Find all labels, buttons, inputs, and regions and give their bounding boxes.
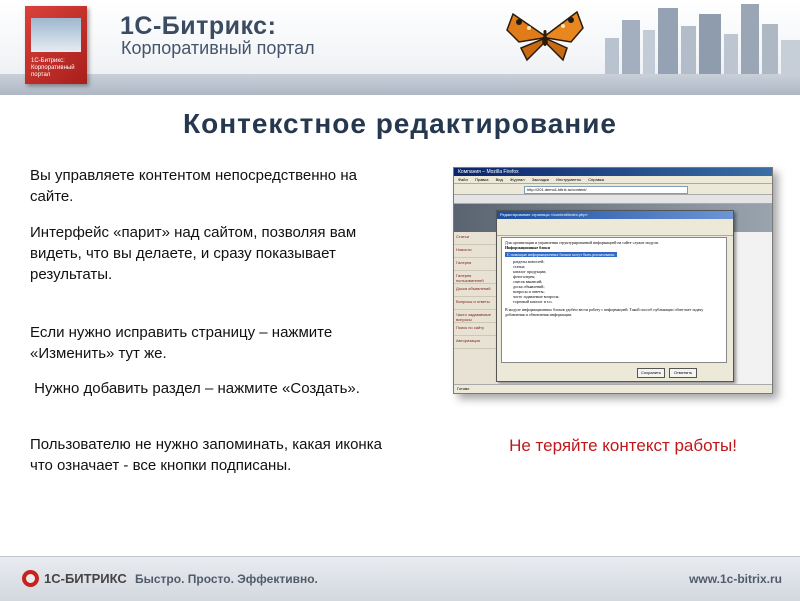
- brand-subtitle: Корпоративный портал: [121, 38, 315, 58]
- caption-text: Не теряйте контекст работы!: [509, 436, 737, 455]
- paragraph-floating-interface: Интерфейс «парит» над сайтом, позволяя вам видеть, что вы делаете, и сразу показывает результаты.: [30, 224, 357, 283]
- sidebar-item[interactable]: Вопросы и ответы: [454, 297, 496, 310]
- footer-slogan: Быстро. Просто. Эффективно.: [135, 572, 318, 586]
- editor-screenshot: [453, 167, 773, 394]
- browser-bookmarks-bar: [454, 195, 772, 204]
- editor-document[interactable]: [501, 237, 727, 363]
- footer-logo-text: 1С-БИТРИКС: [44, 571, 127, 586]
- slide-title: Контекстное редактирование: [183, 108, 617, 139]
- menu-item[interactable]: Файл: [458, 177, 468, 182]
- slide-header: [0, 0, 800, 95]
- doc-item: каталог продукции;: [513, 269, 547, 274]
- doc-text: В модуле информационных блоков удобно вести работу с информацией. Такой способ публикации облегчает задачу добавления и обновления информации.: [505, 307, 704, 317]
- doc-item: торговый каталог и т.п.: [513, 299, 553, 304]
- sidebar-item[interactable]: Новости: [454, 245, 496, 258]
- sidebar-item[interactable]: Галерея: [454, 258, 496, 271]
- slide-footer: [0, 556, 800, 601]
- butterfly-icon: [505, 8, 585, 63]
- menu-item[interactable]: Вид: [495, 177, 503, 182]
- doc-item: статьи;: [513, 264, 526, 269]
- paragraph-edit-page: Если нужно исправить страницу – нажмите «Изменить» тут же.: [30, 324, 333, 362]
- doc-item: разделы новостей;: [513, 259, 545, 264]
- footer-url[interactable]: www.1c-bitrix.ru: [689, 572, 782, 586]
- site-sidebar: [454, 232, 496, 385]
- menu-item[interactable]: Правка: [474, 177, 489, 182]
- doc-heading: Информационные блоки: [505, 245, 550, 250]
- menu-item[interactable]: Инструменты: [556, 177, 582, 182]
- browser-toolbar: [454, 184, 772, 195]
- site-page: [454, 204, 772, 385]
- doc-item: список вакансий;: [513, 279, 543, 284]
- cancel-button[interactable]: Отменить: [669, 368, 697, 378]
- doc-item: фотогалерея;: [513, 274, 536, 279]
- doc-intro: Для организации и управления структурированной информацией на сайте служат модули.: [505, 240, 659, 245]
- editor-dialog: [496, 210, 734, 382]
- browser-status: Готово: [454, 384, 773, 393]
- doc-item: вопросы и ответы;: [513, 289, 545, 294]
- brand-title: 1С-Битрикс:: [120, 12, 277, 40]
- sidebar-item[interactable]: Доска объявлений: [454, 284, 496, 297]
- bitrix-logo-icon: [22, 570, 39, 587]
- editor-toolbar[interactable]: [497, 219, 733, 236]
- box-text: 1С-Битрикс: Корпоративный портал: [31, 58, 75, 78]
- paragraph-add-section: Нужно добавить раздел – нажмите «Создать».: [30, 380, 360, 397]
- sidebar-item[interactable]: Галерея пользователей: [454, 271, 496, 284]
- doc-item: доска объявлений;: [513, 284, 545, 289]
- box-photo: [31, 18, 81, 52]
- save-button[interactable]: Сохранить: [637, 368, 665, 378]
- sidebar-item[interactable]: Статьи: [454, 232, 496, 245]
- browser-title: Компания – Mozilla Firefox: [454, 168, 772, 176]
- address-bar[interactable]: http://201.demo1.bitrix.ru/content/: [524, 186, 688, 194]
- sidebar-item[interactable]: Авторизация: [454, 336, 496, 349]
- header-stripe: [0, 74, 800, 95]
- browser-menubar: [454, 176, 772, 184]
- editor-title: Редактирование страницы «/content/index.php»: [497, 211, 733, 219]
- paragraph-labeled-buttons: Пользователю не нужно запоминать, какая иконка что означает - все кнопки подписаны.: [30, 436, 382, 474]
- menu-item[interactable]: Закладки: [531, 177, 550, 182]
- doc-item: часто задаваемые вопросы;: [513, 294, 560, 299]
- doc-selected-text: С помощью информационных блоков могут быть реализованы:: [507, 252, 616, 257]
- paragraph-content-control: Вы управляете контентом непосредственно на сайте.: [30, 167, 357, 205]
- menu-item[interactable]: Журнал: [509, 177, 525, 182]
- city-skyline-image: [600, 0, 800, 80]
- product-box-image: [25, 6, 87, 84]
- sidebar-item[interactable]: Часто задаваемые вопросы: [454, 310, 496, 323]
- sidebar-item[interactable]: Поиск по сайту: [454, 323, 496, 336]
- menu-item[interactable]: Справка: [588, 177, 604, 182]
